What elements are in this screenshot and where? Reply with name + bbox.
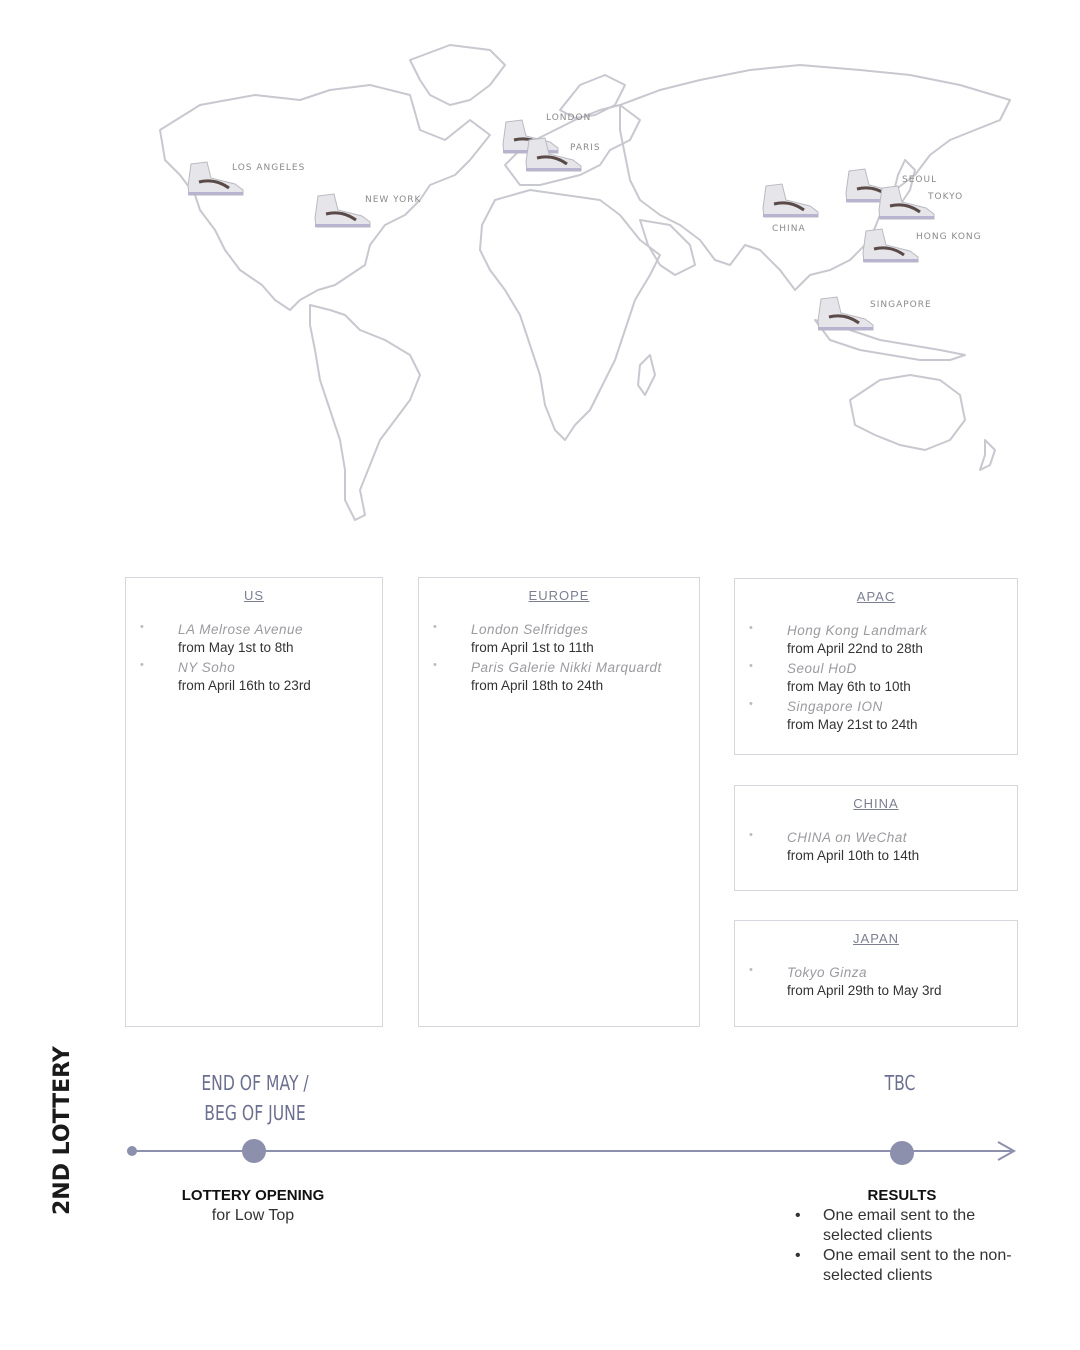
store-dates: from April 18th to 24th (471, 678, 604, 693)
timeline-milestone-opening (242, 1139, 266, 1163)
city-label-china: CHINA (772, 224, 806, 234)
sneaker-icon (185, 158, 247, 198)
city-label-seoul: SEOUL (902, 175, 938, 185)
city-label-paris: PARIS (570, 143, 601, 153)
timeline-start-dot (127, 1146, 137, 1156)
greenland-outline (410, 45, 505, 105)
list-item (735, 660, 1017, 696)
opening-subtitle: for Low Top (211, 1207, 295, 1224)
region-box-apac (734, 578, 1018, 755)
list-item: • One email sent to the non-selected clients (795, 1246, 1035, 1286)
city-label-singapore: SINGAPORE (870, 300, 932, 310)
sneaker-icon (860, 225, 922, 265)
asia-outline (620, 65, 1010, 290)
opening-date-line: BEG OF JUNE (204, 1101, 306, 1125)
list-item (126, 659, 382, 695)
store-name: • London Selfridges (471, 622, 589, 637)
list-item (735, 829, 1017, 865)
list-item (419, 659, 699, 695)
australia-outline (850, 375, 965, 450)
world-map (0, 0, 1080, 540)
store-dates: from May 21st to 24th (787, 717, 918, 732)
list-item (126, 621, 382, 657)
sneaker-icon (876, 182, 938, 222)
list-item (735, 698, 1017, 734)
city-label-new-york: NEW YORK (365, 195, 422, 205)
store-dates: from April 1st to 11th (471, 640, 594, 655)
scandinavia-outline (560, 75, 625, 118)
store-dates: from April 22nd to 28th (787, 641, 923, 656)
city-label-london: LONDON (546, 113, 592, 123)
store-name: • Hong Kong Landmark (787, 623, 928, 638)
store-name: • Seoul HoD (787, 661, 857, 676)
region-title-apac: APAC (856, 589, 896, 604)
lottery-side-title: 2ND LOTTERY (50, 1046, 75, 1215)
store-name: • Tokyo Ginza (787, 965, 868, 980)
sneaker-icon (760, 180, 822, 220)
store-dates: from April 29th to May 3rd (787, 983, 942, 998)
region-list-europe (419, 621, 699, 695)
city-label-los-angeles: LOS ANGELES (232, 163, 306, 173)
city-label-hong-kong: HONG KONG (916, 232, 982, 242)
africa-outline (480, 190, 660, 440)
region-box-europe (418, 577, 700, 1027)
results-title: RESULTS (867, 1187, 937, 1204)
timeline-milestone-results (890, 1141, 914, 1165)
region-box-china (734, 785, 1018, 891)
region-list-apac (735, 622, 1017, 734)
region-title-japan: JAPAN (853, 931, 899, 946)
region-list-japan (735, 964, 1017, 1000)
region-title-us: US (243, 588, 265, 603)
sneaker-icon (815, 293, 877, 333)
store-dates: from May 1st to 8th (178, 640, 294, 655)
store-name: • NY Soho (178, 660, 236, 675)
store-dates: from April 16th to 23rd (178, 678, 311, 693)
region-box-japan (734, 920, 1018, 1027)
arabia-outline (640, 220, 695, 275)
region-box-us (125, 577, 383, 1027)
region-title-europe: EUROPE (528, 588, 590, 603)
opening-date-line: END OF MAY / (201, 1071, 309, 1095)
south-america-outline (310, 305, 420, 520)
store-name: • LA Melrose Avenue (178, 622, 304, 637)
sneaker-icon (312, 190, 374, 230)
new-zealand-outline (980, 440, 995, 470)
region-list-us (126, 621, 382, 695)
store-name: • Singapore ION (787, 699, 883, 714)
list-item (735, 964, 1017, 1000)
city-label-tokyo: TOKYO (928, 192, 964, 202)
sneaker-icon (523, 134, 585, 174)
results-list (795, 1206, 1035, 1286)
store-dates: from April 10th to 14th (787, 848, 920, 863)
list-item (735, 622, 1017, 658)
results-date-label: TBC (884, 1071, 916, 1095)
region-list-china (735, 829, 1017, 865)
opening-date-label (185, 1068, 325, 1128)
opening-title: LOTTERY OPENING (181, 1187, 325, 1204)
list-item (419, 621, 699, 657)
region-title-china: CHINA (853, 796, 899, 811)
store-name: • Paris Galerie Nikki Marquardt (471, 660, 662, 675)
list-item: • One email sent to the selected clients (795, 1206, 1035, 1246)
store-dates: from May 6th to 10th (787, 679, 911, 694)
store-name: • CHINA on WeChat (787, 830, 908, 845)
madagascar-outline (638, 355, 655, 395)
timeline-axis (110, 1130, 1030, 1180)
